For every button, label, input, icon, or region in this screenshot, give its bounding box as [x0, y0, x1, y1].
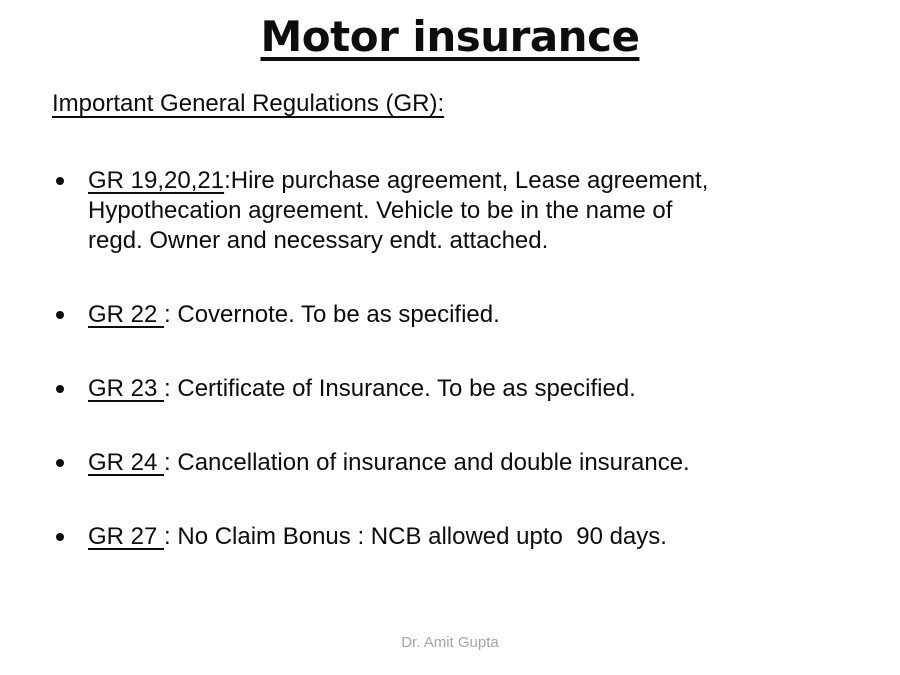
- bullet-text: : Cancellation of insurance and double insurance.: [164, 449, 690, 476]
- footer-author-text: Dr. Amit Gupta: [401, 634, 499, 651]
- list-item: [52, 448, 900, 478]
- bullet-text: : No Claim Bonus : NCB allowed upto 90 days.: [164, 523, 667, 550]
- bullet-marker-icon: [52, 374, 88, 393]
- bullet-label: GR 24: [88, 449, 165, 476]
- bullet-label: GR 27: [88, 523, 165, 550]
- bullet-label: GR 23: [88, 375, 165, 402]
- list-item: [52, 300, 900, 330]
- bullet-text: : Certificate of Insurance. To be as specified.: [164, 375, 636, 402]
- list-item: [52, 522, 900, 552]
- section-heading-text: Important General Regulations (GR):: [52, 90, 445, 117]
- bullet-text: Hypothecation agreement. Vehicle to be in the name of: [88, 197, 673, 224]
- bullet-marker-icon: [52, 448, 88, 467]
- slide-footer: [0, 634, 900, 651]
- bullet-content: [88, 522, 900, 552]
- bullet-marker-icon: [52, 166, 88, 185]
- list-item: [52, 166, 900, 256]
- bullet-text: :Hire purchase agreement, Lease agreement,: [224, 167, 709, 194]
- bullet-text: : Covernote. To be as specified.: [164, 301, 500, 328]
- section-heading: [52, 89, 900, 119]
- title-area: [0, 0, 900, 61]
- bullet-marker-icon: [52, 300, 88, 319]
- list-item: [52, 374, 900, 404]
- bullet-content: [88, 166, 900, 256]
- bullet-marker-icon: [52, 522, 88, 541]
- bullet-list: [0, 166, 900, 552]
- bullet-text: regd. Owner and necessary endt. attached.: [88, 227, 549, 254]
- bullet-content: [88, 448, 900, 478]
- bullet-content: [88, 300, 900, 330]
- bullet-label: GR 19,20,21: [88, 167, 225, 194]
- slide-title: Motor insurance: [260, 12, 640, 61]
- bullet-label: GR 22: [88, 301, 165, 328]
- bullet-content: [88, 374, 900, 404]
